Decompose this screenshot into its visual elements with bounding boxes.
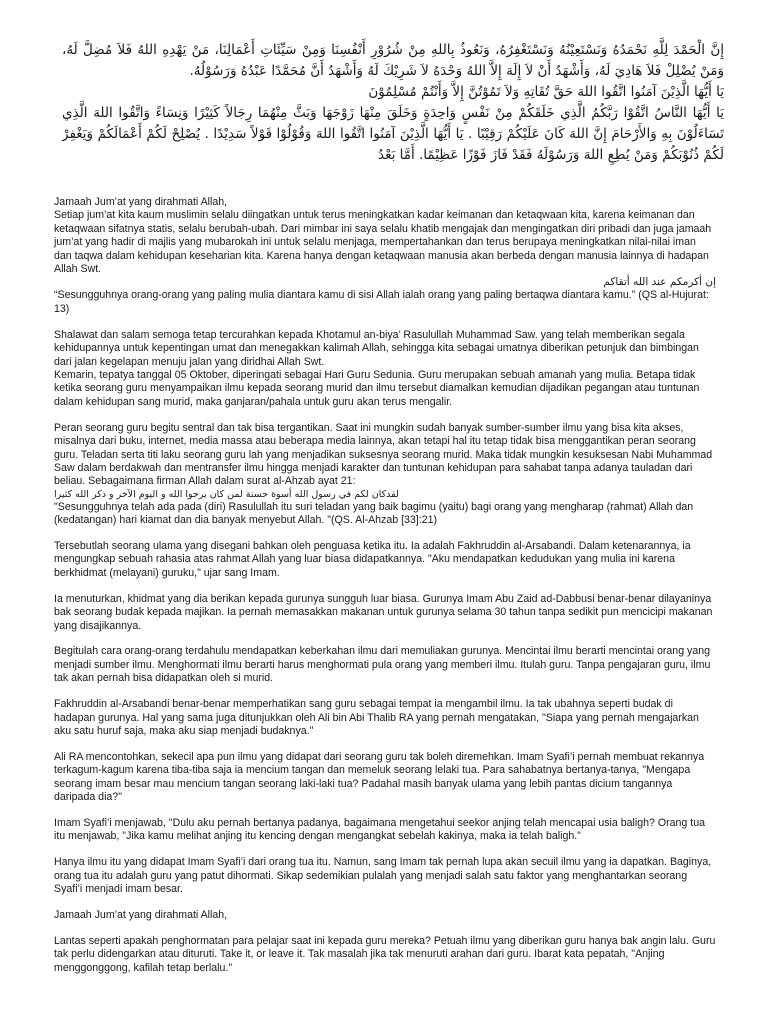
paragraph: Begitulah cara orang-orang terdahulu mendapatkan keberkahan ilmu dari memuliakan gurunya. Mencintai ilmu berarti mencintai orang yang menjadi sumber ilmu. Menghormati ilmu berarti harus menghormati pula orang yang memberi ilmu. Itulah guru. Tanpa pengajaran guru, ilmu tak akan pernah bisa didapatkan oleh si murid. — [54, 645, 711, 685]
paragraph: Shalawat dan salam semoga tetap tercurahkan kepada Khotamul an-biya’ Rasulullah Muhammad Saw. yang telah memberikan segala kehidupannya untuk kepentingan umat dan menegakkan kalimah Allah, sehingga kita sebagai umatnya diberikan petunjuk dan bimbingan dari jalan kegelapan menuju jalan yang diridhai Allah Swt. — [54, 328, 699, 368]
arabic-opening-line: يَا أَيُّهَا النَّاسُ اتَّقُوْا رَبَّكُمُ الَّذِي خَلَقَكُمْ مِنْ نَفْسٍ وَاحِدَةٍ وَخَلَقَ مِنْهَا زَوْجَهَا وَبَثَّ مِنْهُمَا رِجَالاً كَثِيْرًا وَنِسَاءً وَاتَّقُوا اللهَ الَّذِي تَسَاءَلُوْنَ بِهِ وَالأَرْحَامَ إِنَّ اللهَ كَانَ عَلَيْكُمْ رَقِيْبًا . يَا أَيُّهَا الَّذِيْنَ آمَنُوا اتَّقُوا اللهَ وَقُوْلُوْا قَوْلاً سَدِيْدًا . يُصْلِحْ لَكُمْ أَعْمَالَكُمْ وَيَغْفِرْ لَكُمْ ذُنُوْبَكُمْ وَمَنْ يُطِعِ اللهَ وَرَسُوْلَهُ فَقَدْ فَازَ فَوْزًا عَظِيْمًا. أَمَّا بَعْدُ — [62, 105, 724, 163]
sermon-body — [54, 196, 716, 975]
greeting: Jamaah Jum’at yang dirahmati Allah, — [54, 909, 228, 922]
verse-translation: “Sesungguhnya orang-orang yang paling mulia diantara kamu di sisi Allah ialah orang yang paling bertaqwa diantara kamu.” (QS al-Hujurat: 13) — [54, 289, 709, 315]
paragraph: Peran seorang guru begitu sentral dan tak bisa tergantikan. Saat ini mungkin sudah banyak sumber-sumber ilmu yang bisa kita akses, misalnya dari buku, internet, media massa atau beberapa media lainnya, akan tetapi hal itu tetap tidak bisa menggantikan peran seorang guru. Teladan serta titi laku seorang guru lah yang menjadikan suksesnya seorang murid. Maka tidak mungkin kesuksesan Nabi Muhammad Saw dalam berdakwah dan mentransfer ilmu hingga menjadi karakter dan tuntunan kehidupan para sahabat tanpa adanya tauladan dari beliau. Sebagaimana firman Allah dalam surat al-Ahzab ayat 21: — [54, 421, 713, 488]
paragraph: Hanya ilmu itu yang didapat Imam Syafi’i dari orang tua itu. Namun, sang Imam tak pernah lupa akan secuil ilmu yang ia dapatkan. Baginya, orang tua itu adalah guru yang patut dihormati. Sikap sedemikian pulalah yang menjadi salah satu faktor yang menghantarkan seorang Syafi’i menjadi imam besar. — [54, 856, 712, 896]
paragraph: Ia menuturkan, khidmat yang dia berikan kepada gurunya sungguh luar biasa. Gurunya Imam Abu Zaid ad-Dabbusi benar-benar dilayaninya bak seorang budak kepada majikan. Ia pernah memasakkan makanan untuk gurunya selama 30 tahun tanpa sedikit pun mencicipi makanan yang disajikannya. — [54, 592, 713, 632]
paragraph: Lantas seperti apakah penghormatan para pelajar saat ini kepada guru mereka? Petuah ilmu yang diberikan guru hanya bak angin lalu. Guru tak perlu didengarkan atau dituruti. Take it, or leave it. Tak masalah jika tak menuruti arahan dari guru. Ibarat kata pepatah, "Anjing menggonggong, kafilah tetap berlalu." — [54, 934, 716, 974]
paragraph: Setiap jum’at kita kaum muslimin selalu diingatkan untuk terus meningkatkan kadar keimanan dan ketaqwaan kita, karena keimanan dan ketaqwaan sifatnya statis, selalu berubah-ubah. Dari mimbar ini saya selalu khatib mengajak dan mengingatkan diri pribadi dan juga jamaah jum’at yang hadir di majlis yang mubarokah ini untuk selalu menjaga, mempertahankan dan terus berupaya meningkatkan nilai-nilai iman dan taqwa dalam kehidupan keseharian kita. Karena hanya dengan ketaqwaan manusia akan berbeda dengan manusia lainnya di hadapan Allah Swt. — [54, 209, 712, 276]
paragraph: Tersebutlah seorang ulama yang disegani bahkan oleh penguasa ketika itu. Ia adalah Fakhruddin al-Arsabandi. Dalam ketenarannya, ia mengungkap sebuah rahasia atas rahmat Allah yang luar biasa didapatkannya. "Aku mendapatkan kedudukan yang mulia ini karena berkhidmat (melayani) guruku," ujar sang Imam. — [54, 540, 691, 579]
paragraph: Fakhruddin al-Arsabandi benar-benar memperhatikan sang guru sebagai tempat ia mengambil ilmu. Ia tak ubahnya seperti budak di hadapan gurunya. Hal yang sama juga ditunjukkan oleh Ali bin Abi Thalib RA yang pernah mengatakan, "Siapa yang pernah mengajarkan aku satu huruf saja, maka aku siap menjadi budaknya." — [54, 698, 699, 737]
arabic-opening — [62, 0, 724, 166]
paragraph: Kemarin, tepatya tanggal 05 Oktober, diperingati sebagai Hari Guru Sedunia. Guru merupakan sebuah amanah yang mulia. Betapa tidak ketika seorang guru menyampaikan ilmu kepada seorang murid dan ilmu tersebut diamalkan kemudian dijadikan pegangan atau tuntunan dalam kehidupan sang murid, maka ganjaran/pahala untuk guru akan terus mengalir. — [54, 368, 700, 408]
paragraph: Ali RA mencontohkan, sekecil apa pun ilmu yang didapat dari seorang guru tak boleh diremehkan. Imam Syafi’i pernah membuat rekannya terkagum-kagum karena tiba-tiba saja ia mencium tangan dan memeluk seorang lelaki tua. Para sahabatnya bertanya-tanya, "Mengapa seorang imam besar mau mencium tangan seorang laki-laki tua? Padahal masih banyak ulama yang lebih pantas dicium tangannya daripada dia?" — [54, 750, 705, 804]
arabic-verse: لقدكان لكم في رسول الله أسوة حسنة لمن كان يرجوا الله و اليوم الآخر و ذكر الله كثيرا — [54, 488, 399, 500]
greeting: Jamaah Jum’at yang dirahmati Allah, — [54, 196, 228, 208]
arabic-opening-line: يَا أَيُّهَا الَّذِيْنَ آمَنُوا اتَّقُوا اللهَ حَقَّ تُقَاتِهِ وَلاَ تَمُوْتُنَّ إِلاَّ وَأَنْتُمْ مُسْلِمُوْنَ — [368, 84, 724, 100]
arabic-verse: إن أكرمكم عند الله أتقاكم — [603, 276, 716, 289]
paragraph: Imam Syafi’i menjawab, "Dulu aku pernah bertanya padanya, bagaimana mengetahui seekor anjing telah mencapai usia baligh? Orang tua itu menjawab, "Jika kamu melihat anjing itu kencing dengan mengangkat sebelah kakinya, maka ia telah baligh." — [54, 817, 705, 843]
arabic-opening-line: إِنَّ الْحَمْدَ لِلَّهِ نَحْمَدُهُ وَنَسْتَعِيْنُهُ وَنَسْتَغْفِرُهُ، وَنَعُوذُ بِاللهِ مِنْ شُرُوْرِ أَنْفُسِنَا وَمِنْ سَيِّئَاتِ أَعْمَالِنَا، مَنْ يَهْدِهِ اللهُ فَلاَ مُضِلَّ لَهُ، وَمَنْ يُضْلِلْ فَلاَ هَادِيَ لَهُ، وَأَشْهَدُ أَنْ لاَ إِلَهَ إِلاَّ اللهُ وَحْدَهُ لاَ شَرِيْكَ لَهُ وَأَشْهَدُ أَنَّ مُحَمَّدًا عَبْدُهُ وَرَسُوْلُهُ. — [62, 42, 724, 79]
verse-translation: "Sesungguhnya telah ada pada (diri) Rasulullah itu suri teladan yang baik bagimu (yaitu) bagi orang yang mengharap (rahmat) Allah dan (kedatangan) hari kiamat dan dia banyak menyebut Allah. "(QS. Al-Ahzab [33]:21) — [54, 500, 694, 527]
